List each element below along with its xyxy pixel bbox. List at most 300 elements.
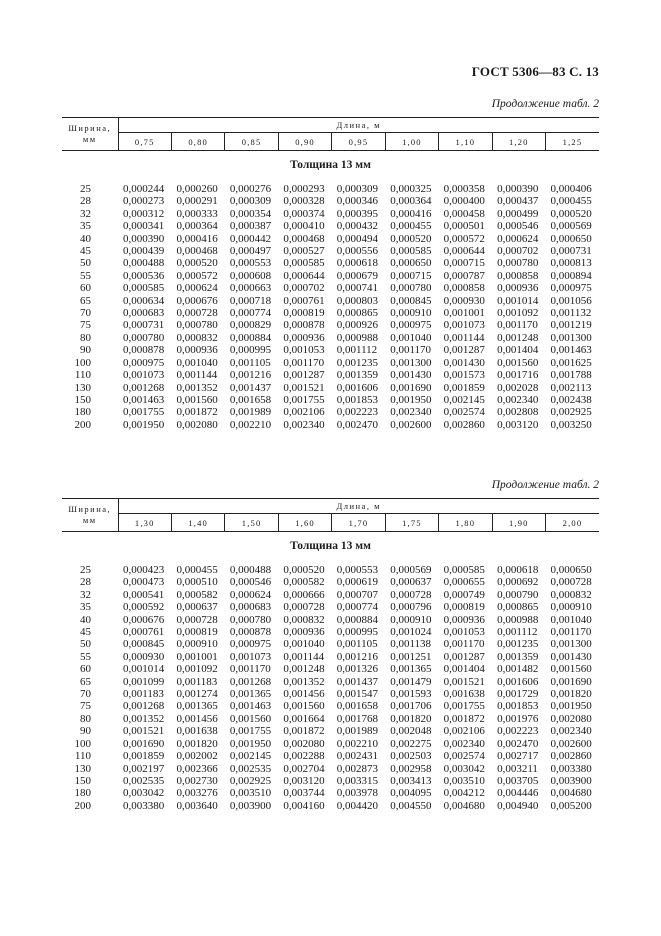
width-cell: 60 <box>80 663 91 676</box>
value-cell: 0,003900 <box>550 774 592 787</box>
value-cell: 0,001560 <box>229 712 272 725</box>
value-cell: 0,000644 <box>443 245 485 258</box>
width-unit: мм <box>82 515 97 525</box>
value-cell: 0,000975 <box>390 319 432 332</box>
value-cell: 0,002048 <box>390 725 432 738</box>
value-cell: 0,001014 <box>123 663 165 676</box>
value-cell: 0,001872 <box>443 712 485 725</box>
value-cell: 0,001638 <box>443 688 485 701</box>
value-cell: 0,002431 <box>336 750 378 763</box>
value-cell: 0,000624 <box>229 588 272 601</box>
value-cell: 0,000865 <box>497 601 539 614</box>
value-cell: 0,001132 <box>550 307 592 320</box>
length-value-header: 1,00 <box>385 133 438 151</box>
value-cell: 0,001287 <box>443 650 485 663</box>
length-value-header: 1,70 <box>332 514 385 532</box>
value-cell: 0,000731 <box>550 245 592 258</box>
value-cell: 0,003705 <box>497 774 539 787</box>
value-cell: 0,003744 <box>283 787 325 800</box>
value-cell: 0,001352 <box>176 381 218 394</box>
value-cell: 0,000926 <box>336 319 378 332</box>
value-cell: 0,000930 <box>123 650 165 663</box>
value-cell: 0,000728 <box>176 307 218 320</box>
table-row <box>62 775 599 787</box>
length-value-header: 0,80 <box>171 133 224 151</box>
length-header: Длина, м <box>118 118 599 133</box>
value-cell: 0,000455 <box>390 220 432 233</box>
value-cell: 0,001706 <box>390 700 432 713</box>
width-cell: 65 <box>80 675 91 688</box>
value-cell: 0,001560 <box>497 356 539 369</box>
width-cell: 45 <box>80 245 91 258</box>
table-row <box>62 270 599 282</box>
value-cell: 0,001014 <box>497 294 539 307</box>
value-cell: 0,001788 <box>550 369 592 382</box>
length-value-header: 0,90 <box>278 133 331 151</box>
value-cell: 0,000416 <box>176 232 218 245</box>
value-cell: 0,001560 <box>283 700 325 713</box>
value-cell: 0,000309 <box>229 195 272 208</box>
value-cell: 0,000293 <box>283 183 325 195</box>
value-cell: 0,001755 <box>123 406 165 419</box>
value-cell: 0,001001 <box>443 307 485 320</box>
value-cell: 0,002438 <box>550 393 592 406</box>
value-cell: 0,003250 <box>550 418 592 431</box>
width-cell: 110 <box>74 750 91 763</box>
value-cell: 0,000358 <box>443 183 485 195</box>
value-cell: 0,000585 <box>283 257 325 270</box>
value-cell: 0,000878 <box>229 626 272 639</box>
value-cell: 0,002704 <box>283 762 325 775</box>
value-cell: 0,000572 <box>443 232 485 245</box>
value-cell: 0,001820 <box>390 712 432 725</box>
value-cell: 0,002574 <box>443 750 485 763</box>
value-cell: 0,003640 <box>176 799 218 812</box>
table-row <box>62 307 599 319</box>
value-cell: 0,000780 <box>229 613 272 626</box>
table-row <box>62 676 599 688</box>
value-cell: 0,002730 <box>176 774 218 787</box>
width-label: Ширина, <box>68 504 112 514</box>
value-cell: 0,000910 <box>390 307 432 320</box>
value-cell: 0,000832 <box>176 331 218 344</box>
table-row <box>62 406 599 418</box>
value-cell: 0,000936 <box>497 282 539 295</box>
width-cell: 180 <box>74 406 91 419</box>
value-cell: 0,000488 <box>229 564 272 576</box>
value-cell: 0,001001 <box>176 650 218 663</box>
value-cell: 0,001274 <box>176 688 218 701</box>
value-cell: 0,000858 <box>443 282 485 295</box>
width-cell: 65 <box>80 294 91 307</box>
value-cell: 0,000637 <box>390 576 432 589</box>
value-cell: 0,001183 <box>123 688 164 701</box>
value-cell: 0,002470 <box>336 418 378 431</box>
weight-table-1 <box>62 117 599 431</box>
value-cell: 0,001664 <box>283 712 325 725</box>
value-cell: 0,000728 <box>176 613 218 626</box>
value-cell: 0,001235 <box>497 638 539 651</box>
value-cell: 0,001560 <box>550 663 592 676</box>
value-cell: 0,000354 <box>229 207 272 220</box>
value-cell: 0,000619 <box>336 576 378 589</box>
value-cell: 0,001248 <box>283 663 325 676</box>
value-cell: 0,000910 <box>390 613 432 626</box>
thickness-label: Толщина 13 мм <box>290 159 371 171</box>
width-cell: 100 <box>74 737 91 750</box>
value-cell: 0,001658 <box>336 700 378 713</box>
value-cell: 0,001755 <box>443 700 485 713</box>
value-cell: 0,000510 <box>176 576 218 589</box>
width-cell: 70 <box>80 307 91 320</box>
width-cell: 130 <box>74 762 91 775</box>
value-cell: 0,001859 <box>123 750 165 763</box>
value-cell: 0,001073 <box>123 369 165 382</box>
table-row <box>62 564 599 576</box>
value-cell: 0,002223 <box>497 725 539 738</box>
value-cell: 0,001287 <box>283 369 325 382</box>
table-row <box>62 713 599 725</box>
value-cell: 0,004160 <box>283 799 325 812</box>
value-cell: 0,001547 <box>336 688 378 701</box>
table-row <box>62 626 599 638</box>
value-cell: 0,001479 <box>390 675 432 688</box>
value-cell: 0,001690 <box>123 737 165 750</box>
value-cell: 0,001352 <box>283 675 325 688</box>
value-cell: 0,000634 <box>123 294 165 307</box>
value-cell: 0,000749 <box>443 588 485 601</box>
value-cell: 0,000780 <box>390 282 432 295</box>
value-cell: 0,000692 <box>497 576 539 589</box>
value-cell: 0,000741 <box>336 282 378 295</box>
value-cell: 0,000813 <box>550 257 592 270</box>
value-cell: 0,002288 <box>283 750 325 763</box>
length-value-header: 0,75 <box>118 133 171 151</box>
value-cell: 0,000618 <box>497 564 539 576</box>
value-cell: 0,002275 <box>390 737 432 750</box>
table-row <box>62 332 599 344</box>
table-row <box>62 419 599 431</box>
value-cell: 0,001040 <box>390 331 432 344</box>
value-cell: 0,000553 <box>336 564 378 576</box>
width-cell: 40 <box>80 232 91 245</box>
thickness-label: Толщина 13 мм <box>290 540 371 552</box>
value-cell: 0,001404 <box>443 663 485 676</box>
value-cell: 0,000650 <box>390 257 432 270</box>
value-cell: 0,000796 <box>390 601 432 614</box>
value-cell: 0,004446 <box>497 787 539 800</box>
value-cell: 0,000341 <box>123 220 165 233</box>
table-row <box>62 725 599 737</box>
value-cell: 0,002106 <box>283 406 325 419</box>
value-cell: 0,005200 <box>550 799 592 812</box>
value-cell: 0,001099 <box>123 675 165 688</box>
value-cell: 0,001859 <box>443 381 485 394</box>
value-cell: 0,003413 <box>390 774 432 787</box>
table-row <box>62 394 599 406</box>
value-cell: 0,001268 <box>123 700 165 713</box>
value-cell: 0,000439 <box>123 245 165 258</box>
value-cell: 0,001638 <box>176 725 218 738</box>
value-cell: 0,001170 <box>443 638 485 651</box>
value-cell: 0,001463 <box>123 393 165 406</box>
value-cell: 0,000553 <box>229 257 272 270</box>
value-cell: 0,000364 <box>390 195 432 208</box>
value-cell: 0,001053 <box>443 626 485 639</box>
value-cell: 0,001463 <box>229 700 272 713</box>
value-cell: 0,000592 <box>123 601 165 614</box>
value-cell: 0,003120 <box>497 418 539 431</box>
length-value-header: 1,90 <box>492 514 545 532</box>
value-cell: 0,002340 <box>497 393 539 406</box>
value-cell: 0,000260 <box>176 183 218 195</box>
value-cell: 0,000780 <box>497 257 539 270</box>
value-cell: 0,001268 <box>123 381 165 394</box>
value-cell: 0,000536 <box>123 269 165 282</box>
value-cell: 0,000884 <box>336 613 378 626</box>
value-cell: 0,000499 <box>497 207 539 220</box>
value-cell: 0,002106 <box>443 725 485 738</box>
value-cell: 0,001219 <box>550 319 592 332</box>
table-row <box>62 589 599 601</box>
value-cell: 0,002958 <box>390 762 432 775</box>
value-cell: 0,001300 <box>550 638 592 651</box>
value-cell: 0,000276 <box>229 183 272 195</box>
value-cell: 0,001560 <box>176 393 218 406</box>
value-cell: 0,002535 <box>229 762 272 775</box>
value-cell: 0,001024 <box>390 626 432 639</box>
value-cell: 0,001300 <box>390 356 432 369</box>
table-row <box>62 750 599 762</box>
table-row <box>62 601 599 613</box>
value-cell: 0,003510 <box>443 774 485 787</box>
value-cell: 0,001463 <box>550 344 592 357</box>
value-cell: 0,000273 <box>123 195 165 208</box>
value-cell: 0,000501 <box>443 220 485 233</box>
table-row <box>62 700 599 712</box>
value-cell: 0,004095 <box>390 787 432 800</box>
value-cell: 0,002366 <box>176 762 218 775</box>
value-cell: 0,000291 <box>176 195 218 208</box>
value-cell: 0,000325 <box>390 183 432 195</box>
value-cell: 0,000520 <box>550 207 592 220</box>
value-cell: 0,001482 <box>497 663 539 676</box>
value-cell: 0,001690 <box>390 381 432 394</box>
table-row <box>62 663 599 675</box>
value-cell: 0,000780 <box>123 331 165 344</box>
value-cell: 0,000884 <box>229 331 272 344</box>
value-cell: 0,001248 <box>497 331 539 344</box>
width-cell: 100 <box>74 356 91 369</box>
value-cell: 0,001112 <box>497 626 538 639</box>
value-cell: 0,001755 <box>283 393 325 406</box>
value-cell: 0,003380 <box>550 762 592 775</box>
value-cell: 0,002503 <box>390 750 432 763</box>
value-cell: 0,000718 <box>229 294 272 307</box>
value-cell: 0,000437 <box>497 195 539 208</box>
length-header: Длина, м <box>118 499 599 514</box>
value-cell: 0,000715 <box>443 257 485 270</box>
value-cell: 0,001593 <box>390 688 432 701</box>
value-cell: 0,002145 <box>443 393 485 406</box>
value-cell: 0,000364 <box>176 220 218 233</box>
value-cell: 0,001430 <box>390 369 432 382</box>
value-cell: 0,001950 <box>390 393 432 406</box>
value-cell: 0,000387 <box>229 220 272 233</box>
value-cell: 0,002340 <box>283 418 325 431</box>
weight-table-2 <box>62 498 599 812</box>
value-cell: 0,000497 <box>229 245 272 258</box>
value-cell: 0,000410 <box>283 220 325 233</box>
table-row <box>62 800 599 812</box>
value-cell: 0,000975 <box>229 638 272 651</box>
value-cell: 0,002197 <box>123 762 165 775</box>
value-cell: 0,002028 <box>497 381 539 394</box>
value-cell: 0,000624 <box>176 282 218 295</box>
value-cell: 0,000395 <box>336 207 378 220</box>
value-cell: 0,000819 <box>283 307 325 320</box>
width-cell: 45 <box>80 626 91 639</box>
table-row <box>62 763 599 775</box>
value-cell: 0,001365 <box>390 663 432 676</box>
value-cell: 0,001138 <box>390 638 432 651</box>
value-cell: 0,000930 <box>443 294 485 307</box>
value-cell: 0,001144 <box>176 369 218 382</box>
value-cell: 0,002340 <box>550 725 592 738</box>
width-cell: 70 <box>80 688 91 701</box>
value-cell: 0,002002 <box>176 750 218 763</box>
value-cell: 0,000455 <box>176 564 218 576</box>
length-value-header: 2,00 <box>546 514 600 532</box>
value-cell: 0,000488 <box>123 257 165 270</box>
value-cell: 0,002925 <box>229 774 272 787</box>
width-cell: 32 <box>80 588 91 601</box>
value-cell: 0,001040 <box>283 638 325 651</box>
value-cell: 0,002080 <box>550 712 592 725</box>
value-cell: 0,001625 <box>550 356 592 369</box>
value-cell: 0,001872 <box>176 406 218 419</box>
width-cell: 180 <box>74 787 91 800</box>
value-cell: 0,003900 <box>229 799 272 812</box>
value-cell: 0,000787 <box>443 269 485 282</box>
value-cell: 0,000845 <box>390 294 432 307</box>
length-value-header: 1,80 <box>439 514 492 532</box>
value-cell: 0,002535 <box>123 774 165 787</box>
value-cell: 0,000975 <box>123 356 165 369</box>
value-cell: 0,001105 <box>336 638 378 651</box>
value-cell: 0,000832 <box>283 613 325 626</box>
value-cell: 0,000520 <box>390 232 432 245</box>
value-cell: 0,000390 <box>123 232 165 245</box>
value-cell: 0,003380 <box>123 799 165 812</box>
table-row <box>62 651 599 663</box>
value-cell: 0,001573 <box>443 369 485 382</box>
value-cell: 0,003120 <box>283 774 325 787</box>
value-cell: 0,003042 <box>123 787 165 800</box>
value-cell: 0,000663 <box>229 282 272 295</box>
width-cell: 90 <box>80 344 91 357</box>
value-cell: 0,000936 <box>283 626 325 639</box>
value-cell: 0,000679 <box>336 269 378 282</box>
value-cell: 0,001365 <box>176 700 218 713</box>
value-cell: 0,001853 <box>497 700 539 713</box>
value-cell: 0,002470 <box>497 737 539 750</box>
value-cell: 0,000728 <box>390 588 432 601</box>
value-cell: 0,004420 <box>336 799 378 812</box>
value-cell: 0,001216 <box>336 650 378 663</box>
value-cell: 0,001521 <box>283 381 325 394</box>
value-cell: 0,000878 <box>123 344 165 357</box>
value-cell: 0,000423 <box>123 564 165 576</box>
width-cell: 50 <box>80 257 91 270</box>
table-row <box>62 319 599 331</box>
value-cell: 0,000819 <box>443 601 485 614</box>
value-cell: 0,001820 <box>550 688 592 701</box>
value-cell: 0,000585 <box>390 245 432 258</box>
width-cell: 60 <box>80 282 91 295</box>
value-cell: 0,001235 <box>336 356 378 369</box>
width-cell: 150 <box>74 393 91 406</box>
value-cell: 0,004680 <box>443 799 485 812</box>
value-cell: 0,001989 <box>336 725 378 738</box>
value-cell: 0,002717 <box>497 750 539 763</box>
value-cell: 0,000975 <box>550 282 592 295</box>
value-cell: 0,001105 <box>229 356 271 369</box>
length-value-header: 1,25 <box>546 133 600 151</box>
value-cell: 0,004212 <box>443 787 485 800</box>
table-row <box>62 195 599 207</box>
width-cell: 55 <box>80 650 91 663</box>
width-cell: 35 <box>80 601 91 614</box>
value-cell: 0,001170 <box>550 626 592 639</box>
width-cell: 28 <box>80 576 91 589</box>
value-cell: 0,002873 <box>336 762 378 775</box>
value-cell: 0,000702 <box>497 245 539 258</box>
value-cell: 0,000455 <box>550 195 592 208</box>
length-value-header: 1,50 <box>225 514 278 532</box>
value-cell: 0,000995 <box>229 344 272 357</box>
value-cell: 0,000468 <box>176 245 218 258</box>
value-cell: 0,000936 <box>283 331 325 344</box>
value-cell: 0,002113 <box>550 381 592 394</box>
value-cell: 0,000910 <box>176 638 218 651</box>
value-cell: 0,000650 <box>550 232 592 245</box>
value-cell: 0,003315 <box>336 774 378 787</box>
value-cell: 0,004550 <box>390 799 432 812</box>
value-cell: 0,000624 <box>497 232 539 245</box>
value-cell: 0,002808 <box>497 406 539 419</box>
value-cell: 0,000655 <box>443 576 485 589</box>
value-cell: 0,002340 <box>390 406 432 419</box>
value-cell: 0,000988 <box>497 613 539 626</box>
value-cell: 0,000790 <box>497 588 539 601</box>
table-row <box>62 344 599 356</box>
width-cell: 75 <box>80 319 91 332</box>
value-cell: 0,000527 <box>283 245 325 258</box>
table-row <box>62 295 599 307</box>
value-cell: 0,001170 <box>229 663 271 676</box>
value-cell: 0,000582 <box>176 588 218 601</box>
value-cell: 0,001040 <box>176 356 218 369</box>
value-cell: 0,000572 <box>176 269 218 282</box>
value-cell: 0,001853 <box>336 393 378 406</box>
width-cell: 80 <box>80 331 91 344</box>
value-cell: 0,001359 <box>336 369 378 382</box>
table-row <box>62 245 599 257</box>
value-cell: 0,003211 <box>497 762 538 775</box>
value-cell: 0,001053 <box>283 344 325 357</box>
table-row <box>62 614 599 626</box>
